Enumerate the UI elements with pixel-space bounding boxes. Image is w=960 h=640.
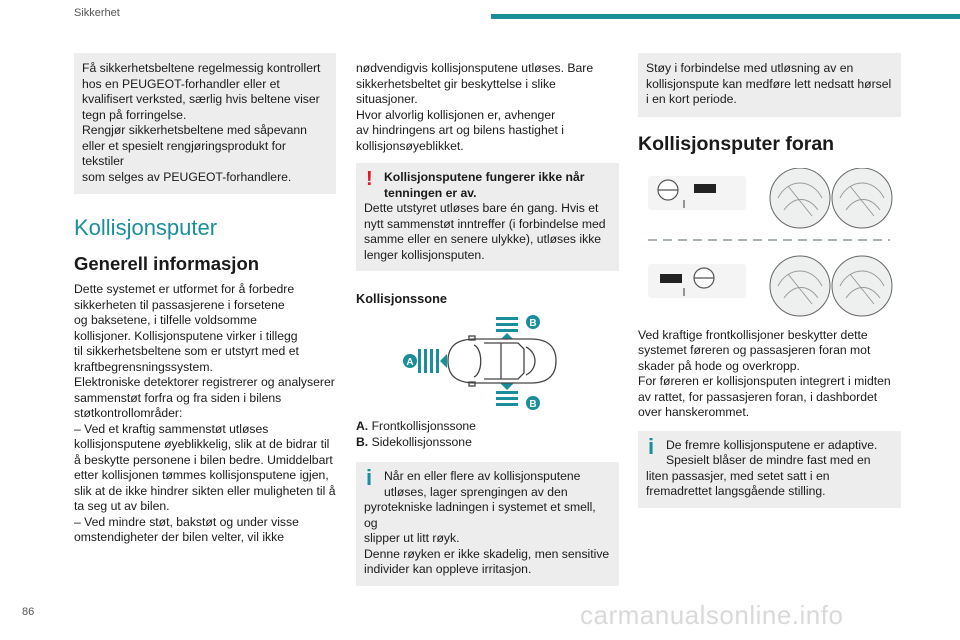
text-line: – Ved mindre støt, bakstøt og under visse <box>74 514 299 529</box>
box-line: hos en PEUGEOT-forhandler eller et <box>82 76 280 91</box>
noise-note-box <box>638 53 901 117</box>
info-line: slipper ut litt røyk. <box>364 531 460 545</box>
adaptive-info-box <box>638 431 901 508</box>
warning-line: nytt sammenstøt inntreffer (i forbindelse med <box>364 216 606 231</box>
info-box <box>356 462 619 586</box>
legend-text: Frontkollisjonssone <box>371 419 476 433</box>
info-line: Denne røyken er ikke skadelig, men sensitive <box>364 546 610 561</box>
page-number: 86 <box>22 606 35 618</box>
info-line: utløses, lager sprengingen av den <box>384 484 568 499</box>
text-line: Hvor alvorlig kollisjonen er, avhenger <box>356 107 556 122</box>
text-line: omstendigheter der bilen velter, vil ikke <box>74 530 285 544</box>
airbag-deployed-top <box>770 168 892 228</box>
box-line: tegn på forringelse. <box>82 107 187 122</box>
text-line: ta seg ut av bilen. <box>74 499 170 513</box>
text-line: kollisjonsputene øyeblikkelig, slik at de bidrar til <box>74 437 330 451</box>
maintenance-note-box <box>74 53 336 194</box>
info-line: Når en eller flere av kollisjonsputene <box>384 469 581 483</box>
text-line: Ved kraftige frontkollisjoner beskytter dette <box>638 327 868 342</box>
text-line: Dette systemet er utformet for å forbedre <box>74 282 295 296</box>
legend-item <box>356 435 619 451</box>
front-impact-zone <box>418 349 447 373</box>
label-b-bottom-text: B <box>529 399 537 410</box>
column-3 <box>638 40 901 508</box>
info-line: De fremre kollisjonsputene er adaptive. <box>666 437 878 452</box>
warning-line: lenger kollisjonsputen. <box>364 247 485 262</box>
text-line: nødvendigvis kollisjonsputene utløses. Bare <box>356 61 594 75</box>
legend-text: Sidekollisjonssone <box>371 434 472 449</box>
column-2 <box>356 40 619 586</box>
impact-zone-figure <box>356 309 619 413</box>
side-impact-zone-top <box>496 317 518 340</box>
warning-bold-line: Kollisjonsputene fungerer ikke når <box>384 170 585 184</box>
info-line: fremadrettet langsgående stilling. <box>646 484 826 498</box>
front-airbags-figure <box>638 168 901 318</box>
continued-text <box>356 61 619 154</box>
label-b-top-text: B <box>529 318 537 329</box>
dashboard-top <box>648 176 746 210</box>
info-icon: i <box>366 465 373 490</box>
text-line: kraftbegrensningssystem. <box>74 359 213 374</box>
figure-legend <box>356 419 619 450</box>
text-line: over hanskerommet. <box>638 405 750 419</box>
legend-key: A. <box>356 419 369 433</box>
warning-exclamation-icon: ! <box>366 168 373 190</box>
label-a-badge <box>403 354 417 368</box>
box-line: Støy i forbindelse med utløsning av en <box>646 61 854 75</box>
label-b-top-badge <box>526 315 540 329</box>
text-line: sikkerheten til passasjerene i forsetene <box>74 297 285 312</box>
text-line: systemet føreren og passasjeren foran mot <box>638 343 871 357</box>
airbag-deployed-bottom <box>770 256 892 316</box>
box-line: Få sikkerhetsbeltene regelmessig kontrollert <box>82 61 321 75</box>
info-icon: i <box>648 433 655 459</box>
text-line: av rattet, for passasjeren foran, i dashbordet <box>638 389 878 404</box>
label-a-text: A <box>406 357 414 368</box>
front-airbags-title: Kollisjonsputer foran <box>638 132 835 155</box>
text-line: Elektroniske detektorer registrerer og analyserer <box>74 375 335 389</box>
box-line: kvalifisert verksted, særlig hvis beltene viser <box>82 92 320 106</box>
info-line: pyrotekniske ladningen i systemet et smell, og <box>364 500 596 530</box>
header-section-label: Sikkerhet <box>74 7 120 19</box>
text-line: skader på hode og overkropp. <box>638 358 800 373</box>
legend-key: B. <box>356 434 369 449</box>
text-line: sammenstøt forfra og fra siden i bilens <box>74 390 282 405</box>
column-1 <box>74 40 336 546</box>
box-line: eller et spesielt rengjøringsprodukt for tekstiler <box>82 138 286 168</box>
car-top-view <box>448 336 556 386</box>
text-line: etter kollisjonen tømmes kollisjonsputene igjen, <box>74 468 329 482</box>
text-line: og baksetene, i tilfelle voldsomme <box>74 313 257 327</box>
text-line: til sikkerhetsbeltene som er utstyrt med et <box>74 344 299 358</box>
text-line: sikkerhetsbeltet gir beskyttelse i slike situasjoner. <box>356 76 556 106</box>
text-line: av hindringens art og bilens hastighet i <box>356 123 564 137</box>
info-line: liten passasjer, med setet satt i en <box>646 468 830 483</box>
general-info-text <box>74 282 336 546</box>
section-title: Kollisjonsputer <box>74 215 218 240</box>
box-line: Rengjør sikkerhetsbeltene med såpevann <box>82 123 307 137</box>
impact-zone-title: Kollisjonssone <box>356 291 448 306</box>
text-line: støtkontrollområder: <box>74 406 183 420</box>
legend-item <box>356 419 619 435</box>
box-line: kollisjonspute kan medføre lett nedsatt hørsel <box>646 76 892 91</box>
subsection-title: Generell informasjon <box>74 253 260 274</box>
header-accent-bar <box>491 14 960 19</box>
text-line: å beskytte personene i bilen bedre. Umiddelbart <box>74 452 333 467</box>
text-line: kollisjonsøyeblikket. <box>356 138 464 153</box>
text-line: kollisjoner. Kollisjonsputene virker i tillegg <box>74 328 298 343</box>
label-b-bottom-badge <box>526 396 540 410</box>
warning-bold-line: tenningen er av. <box>384 185 477 200</box>
dashboard-bottom <box>648 264 746 298</box>
box-line: som selges av PEUGEOT-forhandlere. <box>82 169 292 184</box>
info-line: Spesielt blåser de mindre fast med en <box>666 453 871 467</box>
warning-box <box>356 163 619 271</box>
text-line: slik at de ikke hindrer sikten eller muligheten til å <box>74 483 336 498</box>
warning-line: samme eller en senere ulykke), utløses ikke <box>364 232 602 246</box>
watermark: carmanualsonline.info <box>580 600 844 630</box>
box-line: i en kort periode. <box>646 92 737 106</box>
warning-line: Dette utstyret utløses bare én gang. Hvis et <box>364 201 599 215</box>
info-line: individer kan oppleve irritasjon. <box>364 562 532 576</box>
front-airbags-text <box>638 328 901 421</box>
side-impact-zone-bottom <box>496 383 518 406</box>
text-line: For føreren er kollisjonsputen integrert i midten <box>638 374 891 388</box>
text-line: – Ved et kraftig sammenstøt utløses <box>74 421 269 436</box>
